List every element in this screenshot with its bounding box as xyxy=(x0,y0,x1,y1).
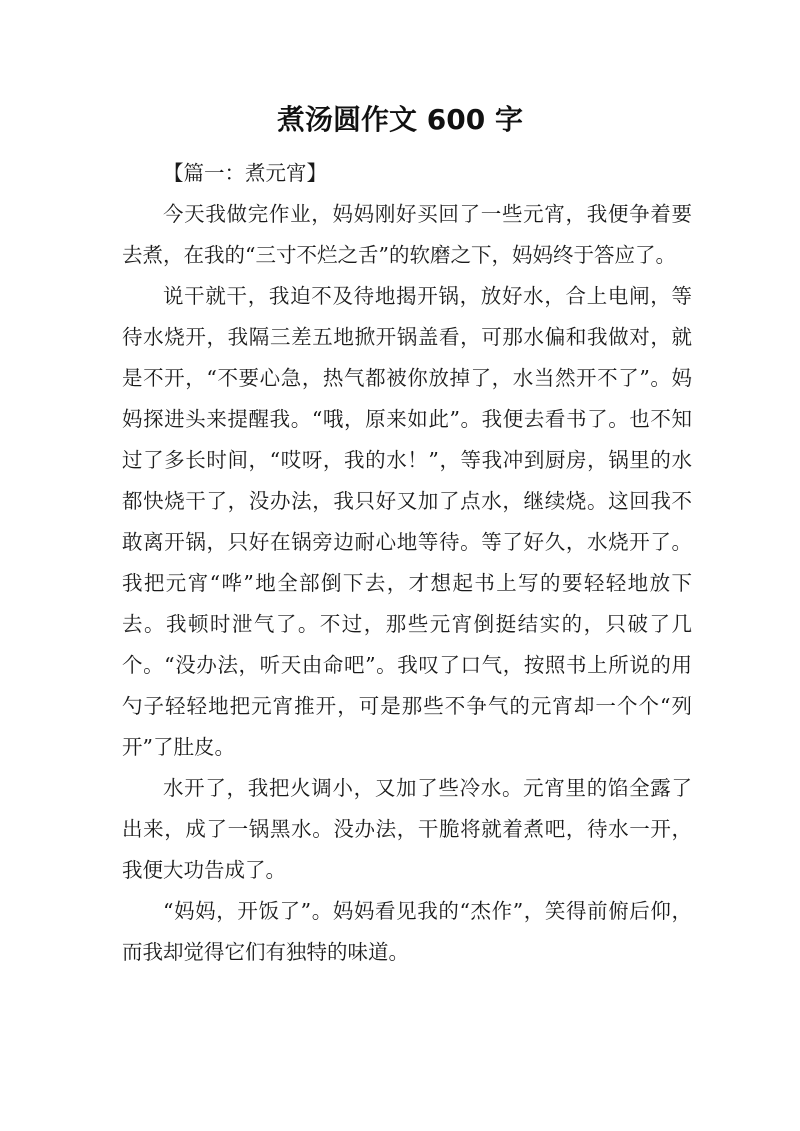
paragraph: 今天我做完作业，妈妈刚好买回了一些元宵，我便争着要去煮，在我的“三寸不烂之舌”的软磨之下，妈妈终于答应了。 xyxy=(122,202,692,267)
paragraph: 水开了，我把火调小，又加了些冷水。元宵里的馅全露了出来，成了一锅黑水。没办法，干脆将就着煮吧，待水一开，我便大功告成了。 xyxy=(122,776,692,882)
document-title: 煮汤圆作文 600 字 xyxy=(277,103,523,136)
section-heading: 【篇一：煮元宵】 xyxy=(163,161,327,185)
document-body xyxy=(122,153,692,973)
paragraph: 说干就干，我迫不及待地揭开锅，放好水，合上电闸，等待水烧开，我隔三差五地掀开锅盖看，可那水偏和我做对，就是不开，“不要心急，热气都被你放掉了，水当然开不了”。妈妈探进头来提醒我。“哦，原来如此”。我便去看书了。也不知过了多长时间，“哎呀，我的水！”，等我冲到厨房，锅里的水都快烧干了，没办法，我只好又加了点水，继续烧。这回我不敢离开锅，只好在锅旁边耐心地等待。等了好久，水烧开了。我把元宵“哗”地全部倒下去，才想起书上写的要轻轻地放下去。我顿时泄气了。不过，那些元宵倒挺结实的，只破了几个。“没办法，听天由命吧”。我叹了口气，按照书上所说的用勺子轻轻地把元宵推开，可是那些不争气的元宵却一个个“列开”了肚皮。 xyxy=(122,284,692,759)
paragraph: “妈妈，开饭了”。妈妈看见我的“杰作”，笑得前俯后仰，而我却觉得它们有独特的味道。 xyxy=(122,899,692,964)
